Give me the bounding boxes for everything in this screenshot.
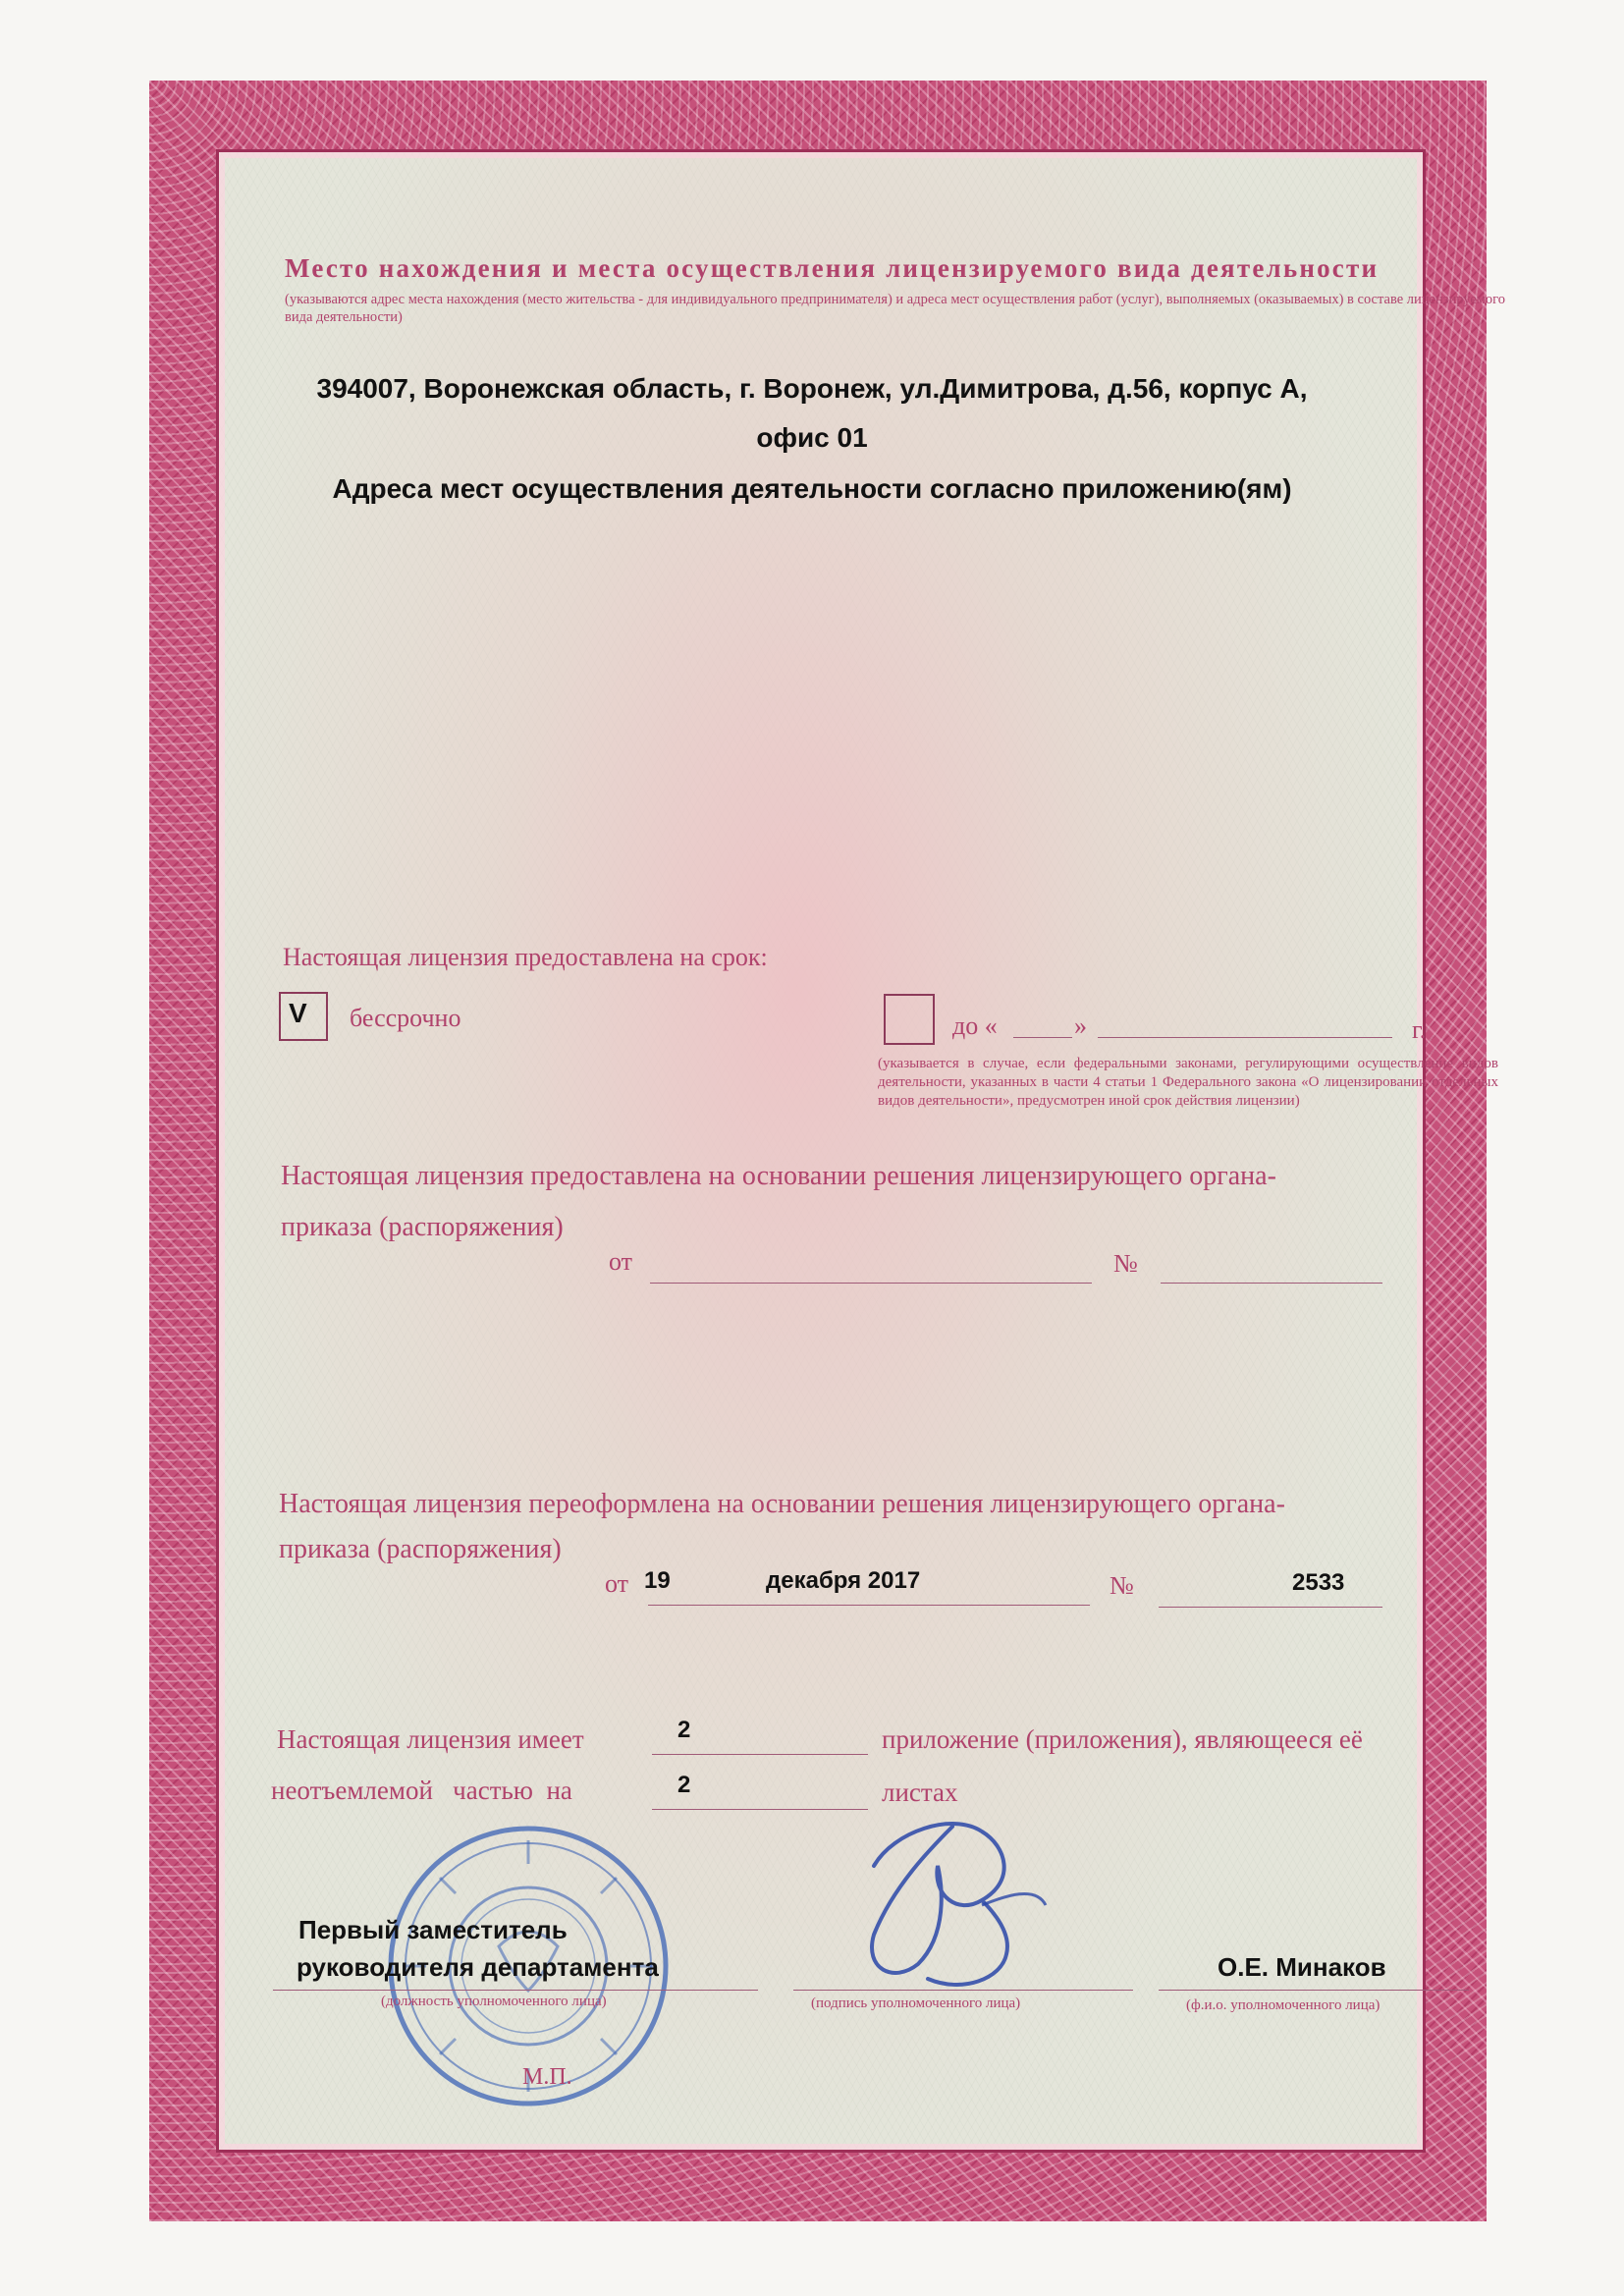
reissue-month-year: декабря 2017 [766,1567,921,1594]
basis-number-label: № [1113,1249,1138,1278]
reissue-number-label: № [1110,1571,1134,1600]
appendix-count: 2 [677,1717,691,1743]
until-label: до « [952,1011,998,1040]
appendix-line-2-right: листах [882,1777,958,1807]
appendix-sheets: 2 [677,1772,691,1798]
indefinite-label: бессрочно [350,1004,461,1032]
until-month-line [1098,1037,1392,1038]
term-label: Настоящая лицензия предоставлена на срок: [283,943,768,971]
signature-caption: (подпись уполномоченного лица) [811,1995,1021,2011]
basis-number-line [1161,1283,1382,1284]
reissue-number-line [1159,1607,1382,1608]
until-mid: » [1074,1011,1087,1040]
signature-line [793,1990,1133,1991]
term-note: (указывается в случае, если федеральными законами, регулирующими осуществление видов деятельности, указанных в части 4 статьи 1 Федерального закона «О лицензировании отдельных видов деятельности», предусмотрен иной срок действия лицензии) [878,1056,1498,1109]
reissue-date-line [648,1605,1090,1606]
address-line-2: офис 01 [756,422,868,453]
basis-line-2: приказа (распоряжения) [281,1212,564,1242]
signatory-position-line-1: Первый заместитель [298,1915,568,1944]
address-line-3: Адреса мест осуществления деятельности согласно приложению(ям) [332,473,1292,504]
appendix-line-1-right: приложение (приложения), являющееся её [882,1724,1363,1754]
reissue-day: 19 [644,1567,671,1594]
reissue-line-2: приказа (распоряжения) [279,1534,562,1564]
signatory-position-line-2: руководителя департамента [297,1952,659,1982]
until-date-checkbox[interactable] [884,994,935,1045]
check-mark: V [289,998,307,1028]
year-suffix: г. [1412,1015,1427,1044]
basis-from-label: от [609,1247,633,1276]
appendix-count-line [652,1754,868,1755]
reissue-line-1: Настоящая лицензия переоформлена на основании решения лицензирующего органа- [279,1489,1285,1519]
until-day-line [1013,1037,1072,1038]
handwritten-signature-icon [835,1787,1080,2003]
appendix-line-2-left: неотъемлемой частью на [271,1776,572,1805]
basis-date-line [650,1283,1092,1284]
page-heading: Место нахождения и места осуществления лицензируемого вида деятельности [285,253,1380,283]
indefinite-checkbox[interactable] [279,992,328,1041]
name-caption: (ф.и.о. уполномоченного лица) [1186,1997,1380,2013]
position-caption: (должность уполномоченного лица) [381,1994,607,2009]
stamp-place-label: М.П. [522,2064,572,2090]
appendix-line-1-left: Настоящая лицензия имеет [277,1724,584,1754]
address-line-1: 394007, Воронежская область, г. Воронеж, ул.Димитрова, д.56, корпус А, [316,373,1308,404]
position-line [273,1990,758,1991]
reissue-number: 2533 [1292,1569,1345,1596]
heading-note: (указываются адрес места нахождения (место жительства - для индивидуального предпринимателя) и адреса мест осуществления работ (услуг), выполняемых (оказываемых) в составе лицензируемого вида деятельности) [285,292,1506,325]
name-line [1159,1990,1469,1991]
signatory-name: О.Е. Минаков [1218,1952,1386,1982]
basis-line-1: Настоящая лицензия предоставлена на основании решения лицензирующего органа- [281,1161,1276,1191]
reissue-from-label: от [605,1569,629,1598]
